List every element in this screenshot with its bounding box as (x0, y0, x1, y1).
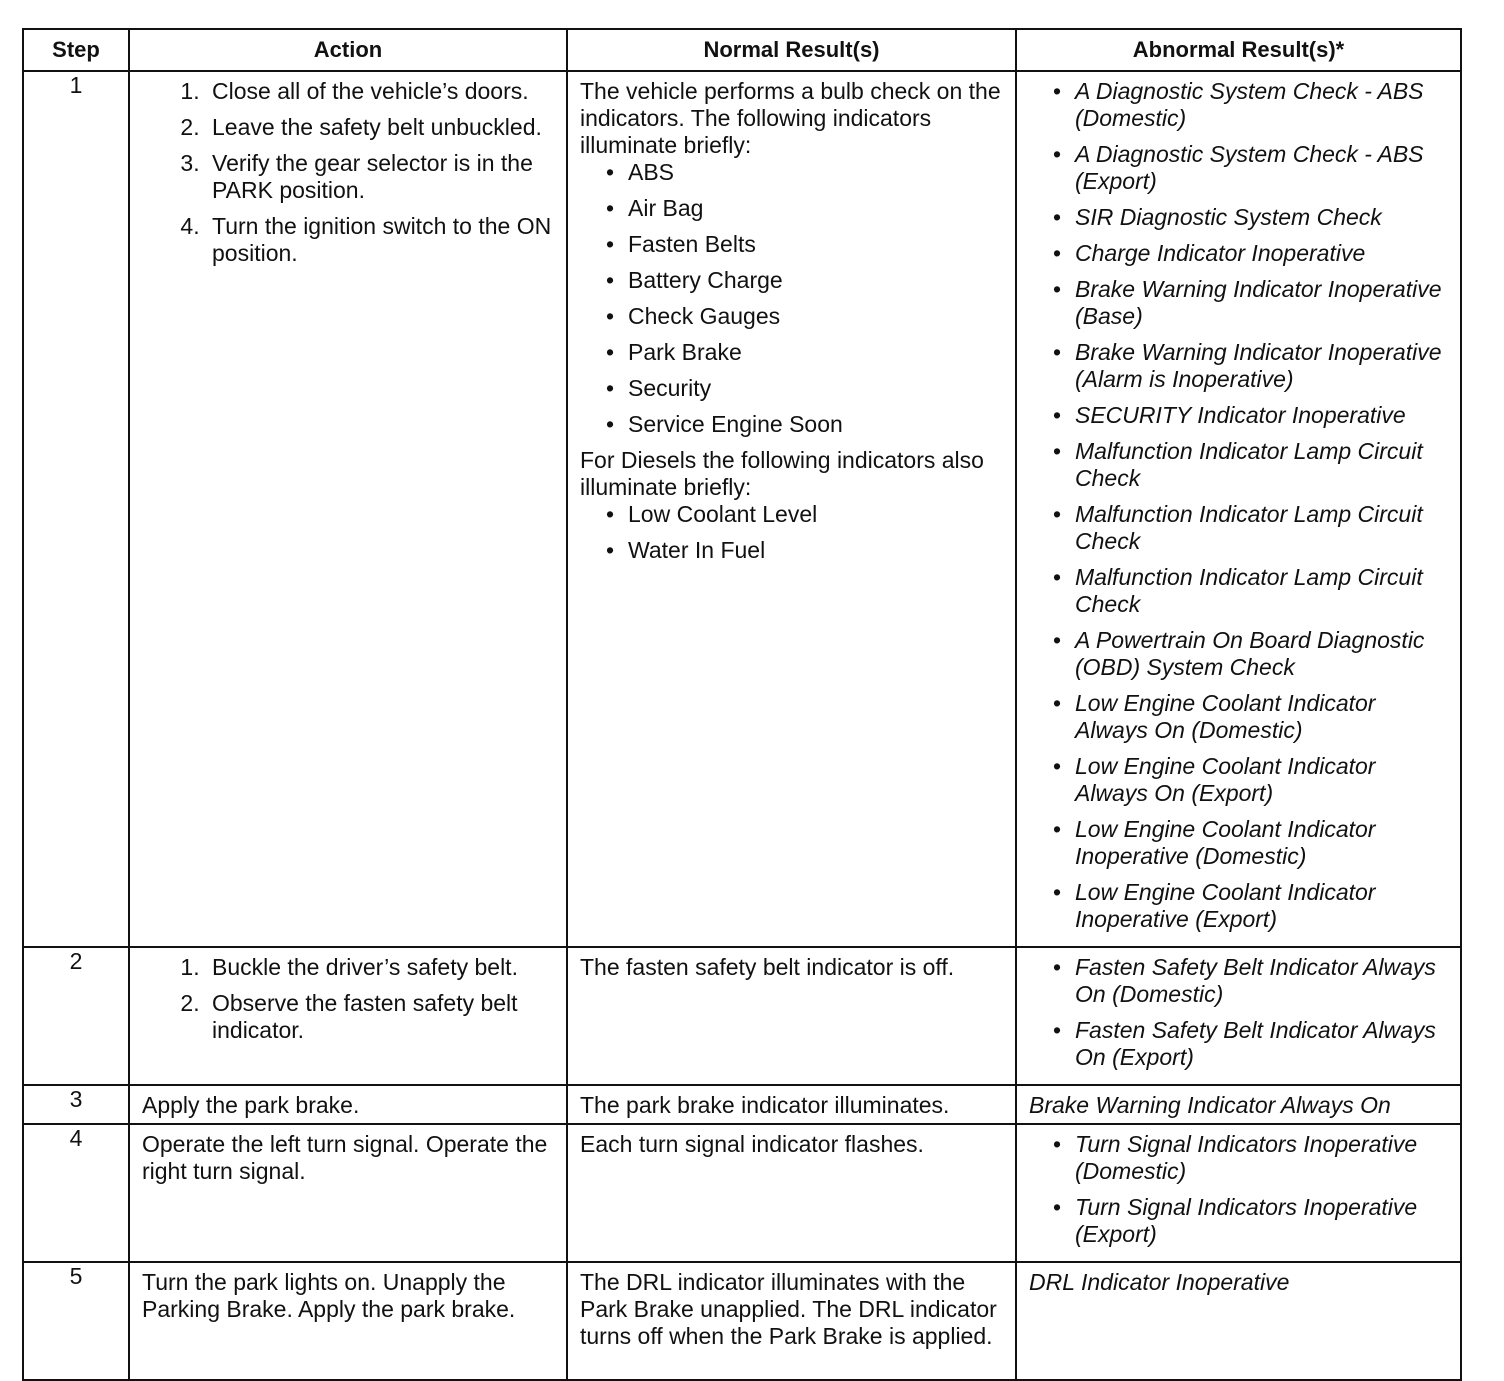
abnormal-result-link[interactable]: • Malfunction Indicator Lamp Circuit Check (1075, 501, 1452, 555)
abnormal-result-link[interactable]: • A Diagnostic System Check - ABS (Domestic) (1075, 78, 1452, 132)
abnormal-result-list (1029, 954, 1452, 1071)
normal-result-cell (567, 71, 1016, 947)
abnormal-result-link[interactable]: Brake Warning Indicator Always On (1029, 1092, 1391, 1118)
abnormal-result-list (1029, 78, 1452, 933)
abnormal-result-link[interactable]: • Low Engine Coolant Indicator Inoperative (Export) (1075, 879, 1452, 933)
action-cell (129, 71, 567, 947)
abnormal-result-cell (1016, 1262, 1461, 1380)
abnormal-result-link[interactable]: • Low Engine Coolant Indicator Always On (Domestic) (1075, 690, 1452, 744)
abnormal-result-link[interactable]: • A Powertrain On Board Diagnostic (OBD) System Check (1075, 627, 1452, 681)
diesel-indicator-list (580, 501, 1007, 564)
step-number: 3 (23, 1085, 129, 1124)
abnormal-result-link[interactable]: DRL Indicator Inoperative (1029, 1269, 1290, 1295)
abnormal-result-link[interactable]: • Low Engine Coolant Indicator Always On (Export) (1075, 753, 1452, 807)
indicator-item: • Security (628, 375, 1007, 402)
action-text: Operate the left turn signal. Operate the right turn signal. (142, 1131, 548, 1184)
action-step: 2. Observe the fasten safety belt indicator. (206, 990, 558, 1044)
action-text: Apply the park brake. (142, 1092, 360, 1118)
header-row (23, 29, 1461, 71)
abnormal-result-link[interactable]: • Brake Warning Indicator Inoperative (Base) (1075, 276, 1452, 330)
action-steps-list (142, 954, 558, 1044)
abnormal-result-link[interactable]: • Fasten Safety Belt Indicator Always On (Export) (1075, 1017, 1452, 1071)
normal-result-text: Each turn signal indicator flashes. (580, 1131, 924, 1157)
indicator-item: • Battery Charge (628, 267, 1007, 294)
normal-result-text: The fasten safety belt indicator is off. (580, 954, 955, 980)
abnormal-result-link[interactable]: • Malfunction Indicator Lamp Circuit Check (1075, 564, 1452, 618)
normal-result-text: The DRL indicator illuminates with the Park Brake unapplied. The DRL indicator turns off when the Park Brake is applied. (580, 1269, 997, 1349)
indicator-item: • Water In Fuel (628, 537, 1007, 564)
indicator-item: • Park Brake (628, 339, 1007, 366)
table-row (23, 1262, 1461, 1380)
normal-result-cell (567, 1124, 1016, 1262)
step-number: 2 (23, 947, 129, 1085)
header-normal-results: Normal Result(s) (567, 29, 1016, 71)
action-step: 4. Turn the ignition switch to the ON position. (206, 213, 558, 267)
abnormal-result-cell (1016, 947, 1461, 1085)
action-cell (129, 1085, 567, 1124)
abnormal-result-link[interactable]: • Turn Signal Indicators Inoperative (Domestic) (1075, 1131, 1452, 1185)
step-number: 4 (23, 1124, 129, 1262)
diagnostic-page (22, 28, 1460, 1381)
action-step: 3. Verify the gear selector is in the PARK position. (206, 150, 558, 204)
normal-result-intro-diesel: For Diesels the following indicators also illuminate briefly: (580, 447, 984, 500)
action-step: 2. Leave the safety belt unbuckled. (206, 114, 558, 141)
header-step: Step (23, 29, 129, 71)
abnormal-result-link[interactable]: • Charge Indicator Inoperative (1075, 240, 1452, 267)
indicator-item: • Check Gauges (628, 303, 1007, 330)
action-step: 1. Close all of the vehicle’s doors. (206, 78, 558, 105)
abnormal-result-cell (1016, 1085, 1461, 1124)
indicator-item: • Low Coolant Level (628, 501, 1007, 528)
abnormal-result-link[interactable]: • A Diagnostic System Check - ABS (Export) (1075, 141, 1452, 195)
action-cell (129, 947, 567, 1085)
indicator-item: • ABS (628, 159, 1007, 186)
indicator-item: • Air Bag (628, 195, 1007, 222)
header-action: Action (129, 29, 567, 71)
table-row (23, 71, 1461, 947)
abnormal-result-link[interactable]: • SECURITY Indicator Inoperative (1075, 402, 1452, 429)
action-steps-list (142, 78, 558, 267)
normal-result-cell (567, 947, 1016, 1085)
abnormal-result-cell (1016, 1124, 1461, 1262)
header-abnormal-results: Abnormal Result(s)* (1016, 29, 1461, 71)
indicator-item: • Service Engine Soon (628, 411, 1007, 438)
abnormal-result-list (1029, 1131, 1452, 1248)
abnormal-result-link[interactable]: • SIR Diagnostic System Check (1075, 204, 1452, 231)
abnormal-result-link[interactable]: • Fasten Safety Belt Indicator Always On (Domestic) (1075, 954, 1452, 1008)
step-number: 1 (23, 71, 129, 947)
action-cell (129, 1124, 567, 1262)
table-row (23, 1085, 1461, 1124)
table-row (23, 1124, 1461, 1262)
abnormal-result-link[interactable]: • Malfunction Indicator Lamp Circuit Check (1075, 438, 1452, 492)
normal-result-cell (567, 1085, 1016, 1124)
abnormal-result-cell (1016, 71, 1461, 947)
diagnostic-table (22, 28, 1462, 1381)
action-text: Turn the park lights on. Unapply the Parking Brake. Apply the park brake. (142, 1269, 516, 1322)
action-step: 1. Buckle the driver’s safety belt. (206, 954, 558, 981)
normal-result-intro: The vehicle performs a bulb check on the indicators. The following indicators illuminate briefly: (580, 78, 1001, 158)
normal-result-cell (567, 1262, 1016, 1380)
step-number: 5 (23, 1262, 129, 1380)
action-cell (129, 1262, 567, 1380)
abnormal-result-link[interactable]: • Low Engine Coolant Indicator Inoperative (Domestic) (1075, 816, 1452, 870)
indicator-item: • Fasten Belts (628, 231, 1007, 258)
table-row (23, 947, 1461, 1085)
indicator-list (580, 159, 1007, 438)
normal-result-text: The park brake indicator illuminates. (580, 1092, 950, 1118)
abnormal-result-link[interactable]: • Brake Warning Indicator Inoperative (Alarm is Inoperative) (1075, 339, 1452, 393)
abnormal-result-link[interactable]: • Turn Signal Indicators Inoperative (Export) (1075, 1194, 1452, 1248)
